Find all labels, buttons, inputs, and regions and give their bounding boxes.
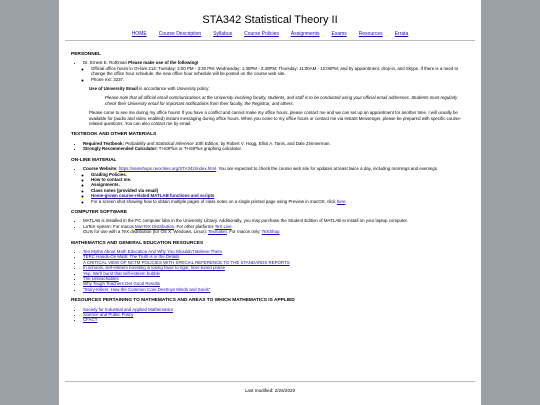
textbook-heading: TEXTBOOK AND OTHER MATERIALS [71,132,157,138]
textbook-details: 10th Edition, by Robert V. Hogg, Elliot A. Tanis, and Dale Zimmerman. [193,140,331,146]
instructor-name: Dr. Ernest E. Rothman [83,60,127,66]
texshop-link[interactable]: TeXShop [261,229,280,235]
top-nav [59,31,481,37]
office-hours: ◦ Official office hours in OI-lam 213: Tuesday: 2:00 PM - 3:30 PM; Wednesday: 1:30PM - 2:30PM; Thursday: 11:00AM - 12:00PM; and by appointment, drop-in, and Skype. If there is a need to change the office hour schedule, the new office hour schedule will be posted on the course web site. [91,66,469,77]
email-heading-line [89,86,469,91]
nav-course-policies[interactable]: Course Policies [244,31,279,37]
software-latex [83,224,469,235]
email-heading: Use of University Email [89,86,138,92]
online-item-notes: ◦ Class notes (provided via email) [91,188,469,193]
phone: ◦ Phone ext: 3237. [91,77,469,82]
nav-course-description[interactable]: Course Description [158,31,202,37]
screenshot-link[interactable]: here [336,198,346,204]
required-textbook-label: Required Textbook: [83,140,124,146]
math-ed-link[interactable]: Ten Myths About Math Education And Why You Shouldn't Believe Them [83,248,222,254]
online-list [71,166,469,204]
screenshot-end: . [345,198,347,204]
math-ed-list [71,249,469,292]
nav-resources[interactable]: Resources [358,31,383,37]
instructor-item [83,60,469,82]
org-link-siam[interactable]: Society for Industrial and Applied Mathematics [83,306,174,312]
textbook-title: Probability and Statistical Inference [125,140,194,146]
latex-text: LaTeX system: For macos [83,223,135,229]
online-item-grading: ◦ Grading Policies. [91,172,469,177]
software-matlab: • MATLAB is installed in the PC computer labs in the University Library. Additionally, you may purchase the Student Edition of MATLAB to install on your laptop computer. [83,218,469,223]
math-ed-link[interactable]: TERC Hands-On Math: The Truth is in the Details [83,254,180,260]
calculator-label: Strongly Recommended Calculator: [83,146,158,152]
nav-syllabus[interactable]: Syllabus [213,31,233,37]
personnel-list [71,60,469,82]
latex-end: . [231,223,233,229]
calculator-details: TI-83Plus or TI-84Plus graphing calculator. [157,146,242,152]
texmaker-link[interactable]: Texmaker [208,229,227,235]
online-item-screenshot [91,199,469,204]
instructor-note: Please make use of the following! [128,60,199,66]
math-ed-heading: MATHEMATICS AND GENERAL EDUCATION RESOURCES [71,240,204,246]
calculator [83,146,469,151]
mactex-link[interactable]: MacTeX Distribution [134,223,175,229]
online-heading: ON-LINE MATERIAL [71,157,117,163]
course-website-note: . You are expected to check the course web site for updates at least twice a day, including mornings and evenings. [216,166,439,172]
course-website-link[interactable]: https://samshops.neocities.org/STA342/index.html [118,166,217,172]
math-ed-link[interactable]: A CRITICAL VIEW OF NCTM POLICIES WITH SPECIAL REFERENCE TO THE STANDARDS REPORTS [83,259,290,265]
online-item-contact: ◦ How to contact me. [91,177,469,182]
gui-text: GUIs for use with a TeX distribution (for OS X, Windows, Linux): [83,229,209,235]
math-ed-link[interactable]: "Story-Killers: How the Common Core Destroys Minds and Souls" [83,286,211,292]
math-ed-link[interactable]: Yep, We'll burst that self-esteem bubble [83,270,160,276]
org-link-science-policy[interactable]: Science and Public Policy [83,312,134,318]
last-modified: Last modified: 2/26/2020 [244,388,296,393]
matlab-functions-link[interactable]: Home-grown course-related MATLAB functions and scripts [91,193,215,199]
nav-exams[interactable]: Exams [331,31,347,37]
page [59,0,481,405]
top-divider [65,40,475,41]
math-ed-link[interactable]: The Unteachables [83,276,119,281]
email-heading-rest: in accordance with University policy: [137,86,210,92]
office-hours-encouragement: Please come to see me during my office hours! If you have a conflict and cannot make my office hours, please contact me and we can set up an appointment for another time. I will usually be available for (audio and video enabled) instant messaging during office hours. When you come to my office hours or contact me via Instant Messenger, please be prepared with specific course-related questions. You can also contact me by email. [89,110,462,127]
nav-errata[interactable]: Errata [394,31,409,37]
software-heading: COMPUTER SOFTWARE [71,209,127,215]
org-link-cfact[interactable]: CFACT [83,317,98,323]
software-list [71,218,469,234]
screenshot-text: For a screen shot showing how to obtain multiple pages of class notes on a single printed page using Preview in macOS, click [91,198,337,204]
email-policy: Please note that all official email communications at the University involving faculty, students, and staff is to be conducted using your official email addresses. Students must regularly check their University email for important notifications from their faculty, the Registrar, and others. [105,95,458,106]
nav-home[interactable]: HOME [131,31,147,37]
course-website-label: Course Website: [83,166,118,172]
main-content [71,48,469,323]
personnel-heading: PERSONNEL [71,52,101,57]
course-website-item [83,166,469,204]
orgs-list [71,307,469,323]
online-item-assignments: ◦ Assignments. [91,182,469,187]
bottom-divider [65,381,475,382]
latex-mid: . For other platforms [174,223,215,229]
math-ed-link[interactable]: Why Tough Teachers Get Good Results [83,281,160,287]
gui-mid: . For macos only: [226,229,262,235]
page-title: STA342 Statistical Theory II [202,14,338,26]
orgs-heading: RESOURCES PERTAINING TO MATHEMATICS AND AREAS TO WHICH MATHEMATICS IS APPLIED [71,298,295,304]
texlive-link[interactable]: TeX Live [214,223,232,229]
textbook-list [71,141,469,152]
nav-assignments[interactable]: Assignments [290,31,320,37]
math-ed-link[interactable]: In schools, self-esteem boosting is losing favor to rigor, finer-tuned praise [83,265,226,271]
